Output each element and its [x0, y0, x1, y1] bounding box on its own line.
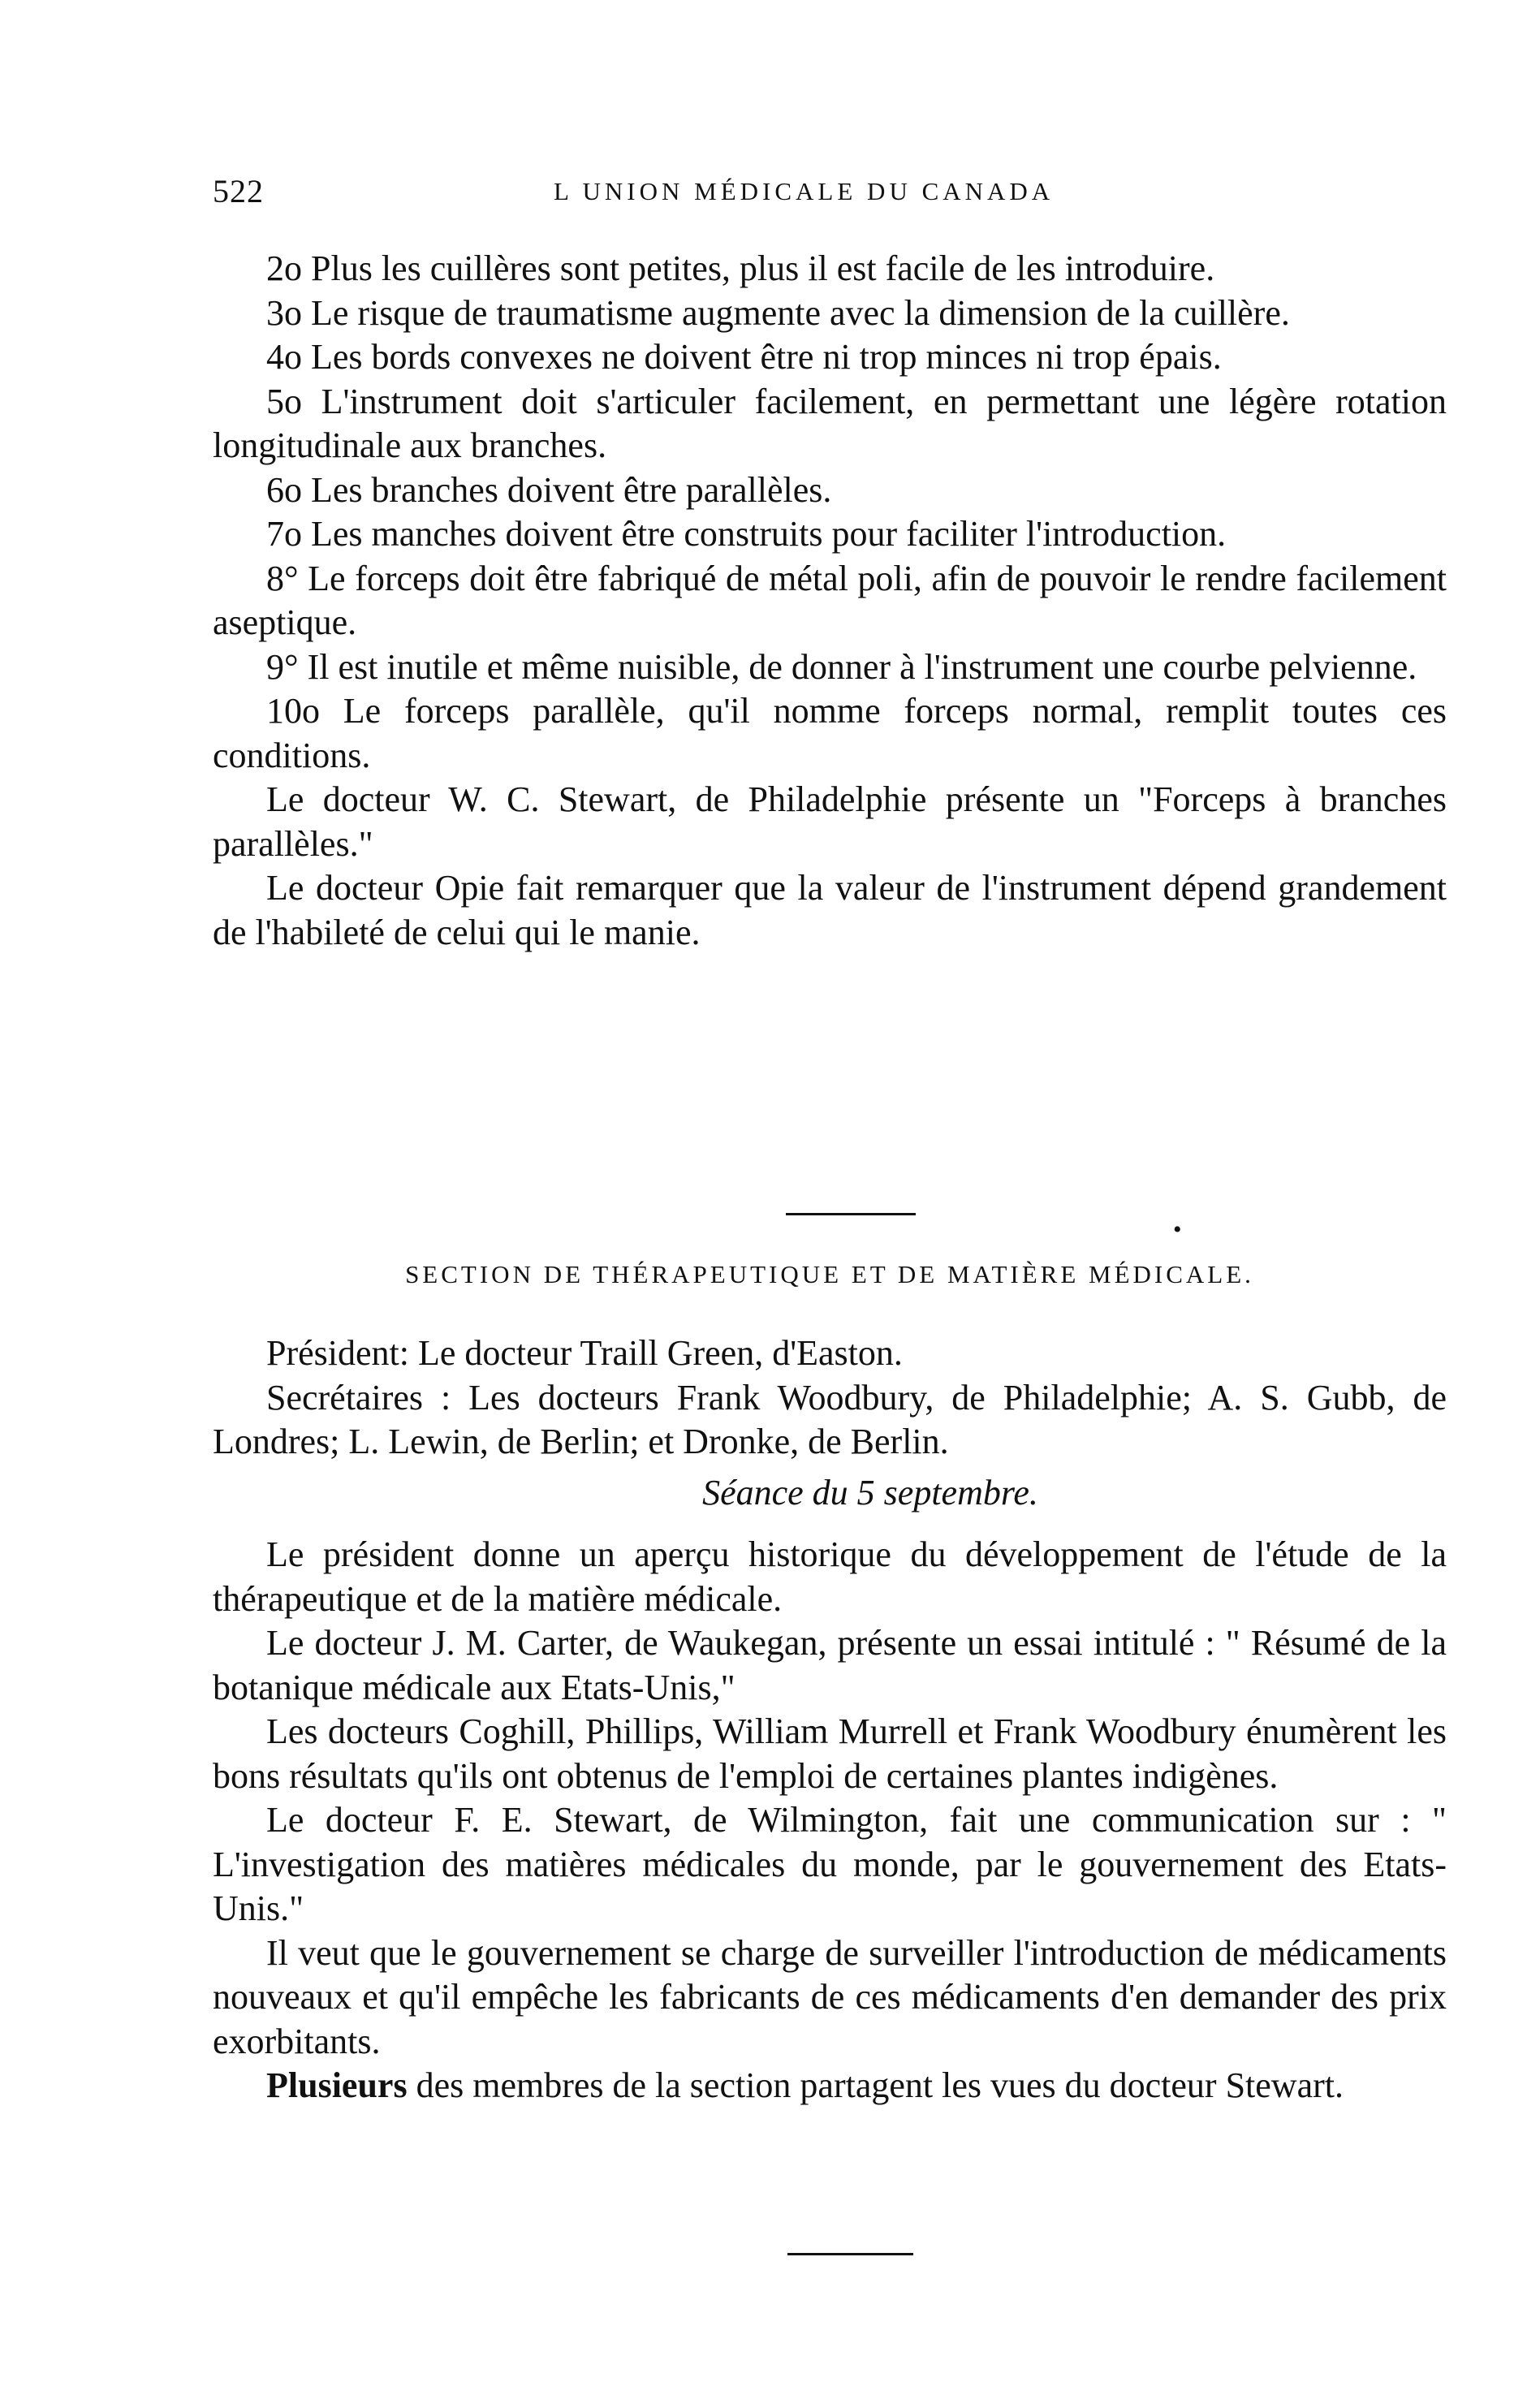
- section-heading: SECTION DE THÉRAPEUTIQUE ET DE MATIÈRE MÉDICALE.: [405, 1260, 1254, 1288]
- paragraph: Le président donne un aperçu historique du développement de l'étude de la thérapeutique et de la matière médicale.: [213, 1534, 1447, 1619]
- bold-lead-word: Plusieurs: [266, 2065, 408, 2105]
- paragraph: Il veut que le gouvernement se charge de surveiller l'introduction de médicaments nouveaux et qu'il empêche les fabricants de ces médicaments d'en demander des prix exorbitants.: [213, 1932, 1447, 2061]
- paragraph: 10o Le forceps parallèle, qu'il nomme forceps normal, remplit toutes ces conditions.: [213, 691, 1447, 775]
- secretaries-line: Secrétaires : Les docteurs Frank Woodbury, de Philadelphie; A. S. Gubb, de Londres; L. Lewin, de Berlin; et Dronke, de Berlin.: [213, 1377, 1447, 1461]
- running-head: L UNION MÉDICALE DU CANADA: [554, 177, 1055, 205]
- president-line: Président: Le docteur Traill Green, d'Easton.: [266, 1333, 903, 1373]
- paragraph: 3o Le risque de traumatisme augmente avec la dimension de la cuillère.: [266, 292, 1290, 333]
- paragraph: 5o L'instrument doit s'articuler facilement, en permettant une légère rotation longitudinale aux branches.: [213, 381, 1447, 465]
- forceps-text-block: [213, 247, 1447, 955]
- page-header: [213, 167, 1292, 216]
- paragraph: Les docteurs Coghill, Phillips, William Murrell et Frank Woodbury énumèrent les bons résultats qu'ils ont obtenus de l'emploi de certaines plantes indigènes.: [213, 1711, 1447, 1796]
- paragraph: 4o Les bords convexes ne doivent être ni trop minces ni trop épais.: [266, 337, 1222, 377]
- page-number: 522: [213, 173, 264, 209]
- paragraph: 8° Le forceps doit être fabriqué de métal poli, afin de pouvoir le rendre facilement aseptique.: [213, 558, 1447, 642]
- paragraph: 9° Il est inutile et même nuisible, de donner à l'instrument une courbe pelvienne.: [266, 646, 1417, 687]
- paragraph: 6o Les branches doivent être parallèles.: [266, 469, 832, 510]
- paragraph: Le docteur Opie fait remarquer que la valeur de l'instrument dépend grandement de l'habileté de celui qui le manie.: [213, 868, 1447, 952]
- paragraph: Le docteur J. M. Carter, de Waukegan, présente un essai intitulé : " Résumé de la botanique médicale aux Etats-Unis,": [213, 1623, 1447, 1707]
- bullet-mark: •: [1173, 1216, 1182, 1243]
- paragraph: [213, 2064, 1447, 2108]
- paragraph: 2o Plus les cuillères sont petites, plus il est facile de les introduire.: [266, 248, 1215, 288]
- paragraph: 7o Les manches doivent être construits pour faciliter l'introduction.: [266, 514, 1227, 554]
- session-title: Séance du 5 septembre.: [702, 1472, 1038, 1513]
- section-divider: [786, 1213, 916, 1215]
- therapeutics-text-block: [213, 1331, 1447, 2108]
- paragraph: Le docteur W. C. Stewart, de Philadelphie présente un "Forceps à branches parallèles.": [213, 779, 1447, 864]
- end-divider: [787, 2253, 913, 2255]
- paragraph-rest: des membres de la section partagent les vues du docteur Stewart.: [407, 2065, 1344, 2105]
- paragraph: Le docteur F. E. Stewart, de Wilmington, fait une communication sur : " L'investigation des matières médicales du monde, par le gouvernement des Etats-Unis.": [213, 1800, 1447, 1928]
